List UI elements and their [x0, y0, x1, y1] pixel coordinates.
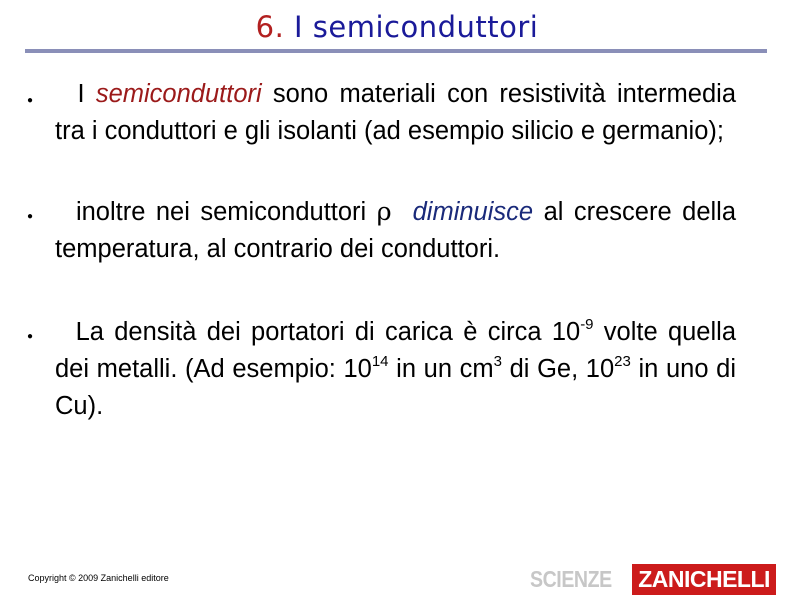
- bullet1-text-pre: I: [77, 80, 96, 108]
- bullet3-text-b: volte quella dei metalli. (Ad esempio: 10: [55, 318, 737, 383]
- bullet3-text-a: La densità dei portatori di carica è circa 10: [75, 318, 581, 346]
- bullet3-text-c: in un cm: [388, 355, 494, 383]
- bullet-dot-icon: ●: [27, 211, 34, 222]
- bullet-paragraph-1: [55, 76, 736, 150]
- publisher-logo: [530, 563, 776, 595]
- bullet-dot-icon: ●: [27, 331, 34, 342]
- bullet3-text-e: in uno di Cu).: [55, 355, 736, 420]
- exponent-3: 3: [493, 352, 502, 370]
- logo-scienze-text: SCIENZE: [530, 565, 612, 592]
- bullet-paragraph-3: [55, 314, 736, 425]
- bullet3-text-d: di Ge, 10: [501, 355, 615, 383]
- bullet-paragraph-2: [55, 194, 736, 268]
- title-underline: [25, 49, 767, 53]
- exponent-14: 14: [371, 352, 389, 370]
- exponent-23: 23: [614, 352, 631, 370]
- bullet1-emphasis: semiconduttori: [95, 80, 262, 108]
- bullet1-text-post: sono materiali con resistività intermedia tra i conduttori e gli isolanti (ad esempio silicio e germanio);: [55, 80, 737, 145]
- logo-zanichelli-text: ZANICHELLI: [632, 564, 776, 595]
- title-text: I semiconduttori: [294, 10, 539, 44]
- bullet2-emphasis: diminuisce: [412, 198, 534, 226]
- rho-symbol: ρ: [376, 197, 392, 227]
- slide-title: [0, 10, 794, 44]
- copyright-footer: Copyright © 2009 Zanichelli editore: [28, 573, 169, 583]
- title-number: 6.: [255, 10, 285, 44]
- bullet2-text-pre: inoltre nei semiconduttori: [75, 198, 377, 226]
- bullet-dot-icon: ●: [27, 95, 34, 106]
- bullet2-text-post: al crescere della temperatura, al contrario dei conduttori.: [55, 198, 737, 263]
- exponent-minus-9: -9: [580, 315, 594, 333]
